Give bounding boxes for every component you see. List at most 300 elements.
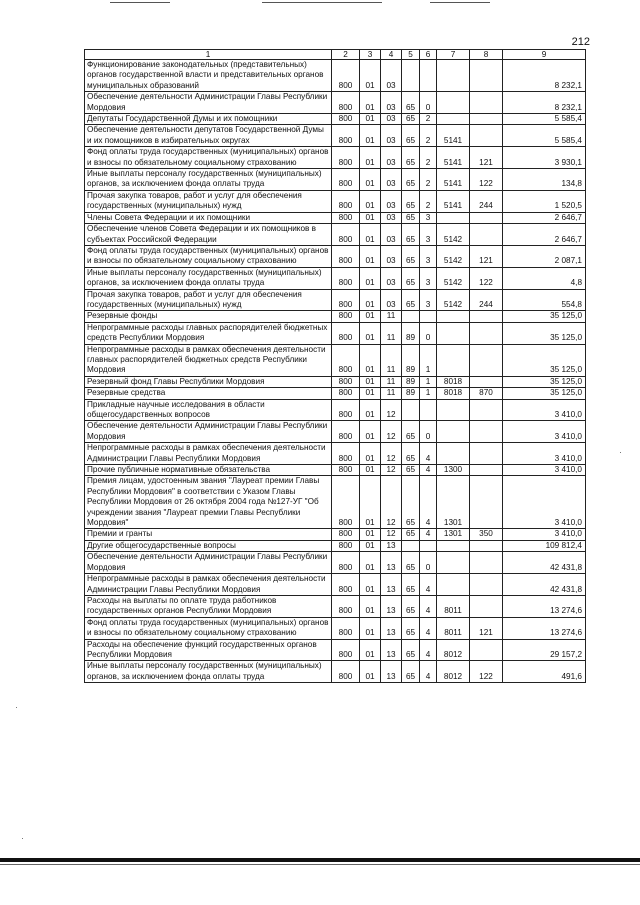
code-cell-c8 — [470, 399, 503, 421]
code-cell-c2: 800 — [332, 190, 360, 212]
code-cell-c5: 65 — [402, 92, 420, 114]
code-cell-c2: 800 — [332, 529, 360, 540]
code-cell-c7: 1301 — [437, 476, 470, 529]
expense-name: Фонд оплаты труда государственных (муниципальных) органов и взносы по обязательному социальному страхованию — [85, 147, 332, 169]
bottom-edge-rule — [0, 858, 640, 862]
expense-name: Прочие публичные нормативные обязательства — [85, 465, 332, 476]
code-cell-c2: 800 — [332, 421, 360, 443]
expense-name: Прочая закупка товаров, работ и услуг для обеспечения государственных (муниципальных) нужд — [85, 190, 332, 212]
code-cell-c3: 01 — [360, 224, 381, 246]
code-cell-c6: 2 — [420, 190, 437, 212]
code-cell-c5: 89 — [402, 376, 420, 387]
column-header: 4 — [381, 50, 402, 60]
code-cell-c2: 800 — [332, 60, 360, 92]
code-cell-c2: 800 — [332, 552, 360, 574]
code-cell-c8: 122 — [470, 267, 503, 289]
code-cell-c4: 11 — [381, 388, 402, 399]
top-edge-rule — [110, 2, 170, 3]
amount-cell: 3 410,0 — [503, 465, 586, 476]
scan-speck — [620, 452, 621, 453]
code-cell-c7: 1301 — [437, 529, 470, 540]
code-cell-c2: 800 — [332, 574, 360, 596]
code-cell-c3: 01 — [360, 311, 381, 322]
code-cell-c4: 13 — [381, 540, 402, 551]
code-cell-c4: 11 — [381, 311, 402, 322]
amount-cell: 42 431,8 — [503, 574, 586, 596]
table-row — [85, 60, 586, 92]
code-cell-c6: 2 — [420, 114, 437, 125]
code-cell-c2: 800 — [332, 147, 360, 169]
code-cell-c2: 800 — [332, 92, 360, 114]
column-header: 2 — [332, 50, 360, 60]
code-cell-c2: 800 — [332, 639, 360, 661]
code-cell-c4: 13 — [381, 661, 402, 683]
expense-name: Члены Совета Федерации и их помощники — [85, 212, 332, 223]
code-cell-c3: 01 — [360, 267, 381, 289]
code-cell-c3: 01 — [360, 190, 381, 212]
code-cell-c2: 800 — [332, 311, 360, 322]
code-cell-c5: 65 — [402, 661, 420, 683]
column-header: 9 — [503, 50, 586, 60]
code-cell-c4: 03 — [381, 212, 402, 223]
code-cell-c6: 2 — [420, 147, 437, 169]
code-cell-c3: 01 — [360, 92, 381, 114]
table-row — [85, 114, 586, 125]
code-cell-c5 — [402, 399, 420, 421]
amount-cell: 109 812,4 — [503, 540, 586, 551]
expense-name: Премия лицам, удостоенным звания "Лауреат премии Главы Республики Мордовия" в соответствии с Указом Главы Республики Мордовия от 26 октября 2004 года №127-УГ "Об учреждении звания "Лауреат премии Главы Республики Мордовия" — [85, 476, 332, 529]
code-cell-c8 — [470, 574, 503, 596]
code-cell-c5: 65 — [402, 212, 420, 223]
code-cell-c2: 800 — [332, 114, 360, 125]
amount-cell: 3 410,0 — [503, 529, 586, 540]
code-cell-c4: 13 — [381, 552, 402, 574]
expense-name: Обеспечение деятельности депутатов Государственной Думы и их помощников в избирательных округах — [85, 125, 332, 147]
code-cell-c3: 01 — [360, 125, 381, 147]
code-cell-c7: 5142 — [437, 289, 470, 311]
code-cell-c4: 11 — [381, 322, 402, 344]
code-cell-c8 — [470, 595, 503, 617]
code-cell-c6: 2 — [420, 169, 437, 191]
code-cell-c3: 01 — [360, 169, 381, 191]
expense-name: Иные выплаты персоналу государственных (муниципальных) органов, за исключением фонда оплаты труда — [85, 169, 332, 191]
code-cell-c5: 65 — [402, 169, 420, 191]
expense-name: Прочая закупка товаров, работ и услуг для обеспечения государственных (муниципальных) нужд — [85, 289, 332, 311]
code-cell-c5: 65 — [402, 595, 420, 617]
amount-cell: 491,6 — [503, 661, 586, 683]
expense-name: Непрограммные расходы в рамках обеспечения деятельности Администрации Главы Республики Мордовия — [85, 443, 332, 465]
column-header: 6 — [420, 50, 437, 60]
code-cell-c6 — [420, 60, 437, 92]
code-cell-c6: 4 — [420, 476, 437, 529]
top-edge-rule — [430, 2, 490, 3]
code-cell-c3: 01 — [360, 245, 381, 267]
expense-name: Иные выплаты персоналу государственных (муниципальных) органов, за исключением фонда оплаты труда — [85, 661, 332, 683]
top-edge-rule — [262, 2, 382, 3]
code-cell-c6 — [420, 311, 437, 322]
code-cell-c2: 800 — [332, 388, 360, 399]
code-cell-c3: 01 — [360, 289, 381, 311]
code-cell-c5: 65 — [402, 147, 420, 169]
code-cell-c4: 03 — [381, 125, 402, 147]
code-cell-c5: 65 — [402, 476, 420, 529]
expense-name: Резервные средства — [85, 388, 332, 399]
amount-cell: 1 520,5 — [503, 190, 586, 212]
code-cell-c7 — [437, 574, 470, 596]
code-cell-c3: 01 — [360, 617, 381, 639]
code-cell-c6: 4 — [420, 529, 437, 540]
code-cell-c6 — [420, 399, 437, 421]
table-row — [85, 92, 586, 114]
amount-cell: 8 232,1 — [503, 60, 586, 92]
code-cell-c2: 800 — [332, 399, 360, 421]
expense-name: Прикладные научные исследования в области общегосударственных вопросов — [85, 399, 332, 421]
code-cell-c4: 13 — [381, 574, 402, 596]
code-cell-c2: 800 — [332, 476, 360, 529]
table-row — [85, 639, 586, 661]
code-cell-c6: 4 — [420, 639, 437, 661]
code-cell-c3: 01 — [360, 552, 381, 574]
code-cell-c6: 3 — [420, 224, 437, 246]
code-cell-c7 — [437, 552, 470, 574]
code-cell-c4: 03 — [381, 245, 402, 267]
code-cell-c2: 800 — [332, 267, 360, 289]
code-cell-c8 — [470, 465, 503, 476]
code-cell-c7: 8012 — [437, 661, 470, 683]
code-cell-c3: 01 — [360, 399, 381, 421]
expense-name: Непрограммные расходы главных распорядителей бюджетных средств Республики Мордовия — [85, 322, 332, 344]
amount-cell: 3 410,0 — [503, 476, 586, 529]
table-row — [85, 661, 586, 683]
code-cell-c6: 4 — [420, 595, 437, 617]
code-cell-c5: 65 — [402, 421, 420, 443]
code-cell-c5: 65 — [402, 617, 420, 639]
table-row — [85, 540, 586, 551]
code-cell-c4: 03 — [381, 60, 402, 92]
code-cell-c7 — [437, 344, 470, 376]
code-cell-c2: 800 — [332, 289, 360, 311]
table-row — [85, 388, 586, 399]
code-cell-c6: 1 — [420, 376, 437, 387]
table-row — [85, 212, 586, 223]
code-cell-c6: 0 — [420, 92, 437, 114]
code-cell-c2: 800 — [332, 617, 360, 639]
expense-name: Резервные фонды — [85, 311, 332, 322]
code-cell-c6: 3 — [420, 267, 437, 289]
code-cell-c7 — [437, 311, 470, 322]
code-cell-c2: 800 — [332, 169, 360, 191]
expense-name: Иные выплаты персоналу государственных (муниципальных) органов, за исключением фонда оплаты труда — [85, 267, 332, 289]
code-cell-c7: 5141 — [437, 125, 470, 147]
amount-cell: 5 585,4 — [503, 125, 586, 147]
code-cell-c8 — [470, 639, 503, 661]
code-cell-c5 — [402, 311, 420, 322]
amount-cell: 42 431,8 — [503, 552, 586, 574]
code-cell-c7: 8018 — [437, 388, 470, 399]
column-header: 3 — [360, 50, 381, 60]
code-cell-c7 — [437, 443, 470, 465]
code-cell-c7 — [437, 540, 470, 551]
amount-cell: 35 125,0 — [503, 388, 586, 399]
scan-speck — [22, 838, 23, 839]
expense-name: Другие общегосударственные вопросы — [85, 540, 332, 551]
expense-name: Депутаты Государственной Думы и их помощники — [85, 114, 332, 125]
code-cell-c3: 01 — [360, 344, 381, 376]
table-row — [85, 344, 586, 376]
code-cell-c7: 1300 — [437, 465, 470, 476]
code-cell-c2: 800 — [332, 322, 360, 344]
code-cell-c6: 1 — [420, 344, 437, 376]
code-cell-c7 — [437, 92, 470, 114]
table-row — [85, 322, 586, 344]
expense-name: Функционирование законодательных (представительных) органов государственной власти и представительных органов муниципальных образований — [85, 60, 332, 92]
code-cell-c2: 800 — [332, 224, 360, 246]
code-cell-c3: 01 — [360, 114, 381, 125]
code-cell-c8 — [470, 125, 503, 147]
code-cell-c6: 4 — [420, 465, 437, 476]
table-row — [85, 595, 586, 617]
code-cell-c4: 12 — [381, 529, 402, 540]
code-cell-c3: 01 — [360, 574, 381, 596]
code-cell-c3: 01 — [360, 443, 381, 465]
code-cell-c4: 12 — [381, 399, 402, 421]
column-header: 1 — [85, 50, 332, 60]
code-cell-c3: 01 — [360, 529, 381, 540]
code-cell-c6: 4 — [420, 443, 437, 465]
code-cell-c8: 350 — [470, 529, 503, 540]
column-header: 5 — [402, 50, 420, 60]
code-cell-c7: 5142 — [437, 224, 470, 246]
code-cell-c3: 01 — [360, 421, 381, 443]
expense-name: Обеспечение деятельности Администрации Главы Республики Мордовия — [85, 552, 332, 574]
table-header-row — [85, 50, 586, 60]
code-cell-c8 — [470, 376, 503, 387]
code-cell-c3: 01 — [360, 212, 381, 223]
code-cell-c2: 800 — [332, 595, 360, 617]
code-cell-c3: 01 — [360, 661, 381, 683]
amount-cell: 5 585,4 — [503, 114, 586, 125]
code-cell-c6: 2 — [420, 125, 437, 147]
code-cell-c4: 13 — [381, 595, 402, 617]
code-cell-c8 — [470, 224, 503, 246]
expense-name: Обеспечение деятельности Администрации Главы Республики Мордовия — [85, 92, 332, 114]
code-cell-c5: 65 — [402, 574, 420, 596]
table-row — [85, 147, 586, 169]
code-cell-c8 — [470, 421, 503, 443]
amount-cell: 29 157,2 — [503, 639, 586, 661]
code-cell-c8: 122 — [470, 169, 503, 191]
amount-cell: 3 930,1 — [503, 147, 586, 169]
code-cell-c8 — [470, 212, 503, 223]
expense-name: Премии и гранты — [85, 529, 332, 540]
code-cell-c2: 800 — [332, 125, 360, 147]
code-cell-c6: 0 — [420, 421, 437, 443]
code-cell-c2: 800 — [332, 661, 360, 683]
amount-cell: 4,8 — [503, 267, 586, 289]
code-cell-c2: 800 — [332, 376, 360, 387]
code-cell-c4: 03 — [381, 267, 402, 289]
code-cell-c8 — [470, 540, 503, 551]
table-row — [85, 552, 586, 574]
code-cell-c7 — [437, 60, 470, 92]
code-cell-c3: 01 — [360, 595, 381, 617]
code-cell-c7: 5141 — [437, 169, 470, 191]
table-row — [85, 465, 586, 476]
amount-cell: 35 125,0 — [503, 376, 586, 387]
code-cell-c7 — [437, 114, 470, 125]
code-cell-c3: 01 — [360, 60, 381, 92]
code-cell-c3: 01 — [360, 388, 381, 399]
code-cell-c7: 5141 — [437, 147, 470, 169]
table-row — [85, 245, 586, 267]
amount-cell: 554,8 — [503, 289, 586, 311]
code-cell-c7: 8012 — [437, 639, 470, 661]
code-cell-c8: 870 — [470, 388, 503, 399]
code-cell-c6: 4 — [420, 574, 437, 596]
table-row — [85, 399, 586, 421]
column-header: 8 — [470, 50, 503, 60]
amount-cell: 134,8 — [503, 169, 586, 191]
code-cell-c5: 65 — [402, 267, 420, 289]
code-cell-c3: 01 — [360, 476, 381, 529]
column-header: 7 — [437, 50, 470, 60]
code-cell-c4: 03 — [381, 224, 402, 246]
code-cell-c8: 121 — [470, 147, 503, 169]
code-cell-c8 — [470, 552, 503, 574]
code-cell-c4: 12 — [381, 443, 402, 465]
amount-cell: 8 232,1 — [503, 92, 586, 114]
code-cell-c7 — [437, 421, 470, 443]
amount-cell: 2 646,7 — [503, 212, 586, 223]
table-row — [85, 421, 586, 443]
code-cell-c4: 03 — [381, 169, 402, 191]
code-cell-c2: 800 — [332, 465, 360, 476]
code-cell-c8: 244 — [470, 190, 503, 212]
code-cell-c8 — [470, 443, 503, 465]
expense-name: Обеспечение деятельности Администрации Главы Республики Мордовия — [85, 421, 332, 443]
code-cell-c2: 800 — [332, 212, 360, 223]
table-row — [85, 267, 586, 289]
code-cell-c5: 65 — [402, 125, 420, 147]
table-row — [85, 476, 586, 529]
code-cell-c4: 03 — [381, 289, 402, 311]
code-cell-c7: 8011 — [437, 617, 470, 639]
expense-name: Непрограммные расходы в рамках обеспечения деятельности Администрации Главы Республики Мордовия — [85, 574, 332, 596]
code-cell-c5: 65 — [402, 224, 420, 246]
code-cell-c4: 03 — [381, 190, 402, 212]
code-cell-c4: 03 — [381, 114, 402, 125]
code-cell-c8: 122 — [470, 661, 503, 683]
table-row — [85, 125, 586, 147]
code-cell-c6: 4 — [420, 661, 437, 683]
amount-cell: 35 125,0 — [503, 344, 586, 376]
code-cell-c8 — [470, 476, 503, 529]
code-cell-c3: 01 — [360, 540, 381, 551]
code-cell-c8 — [470, 322, 503, 344]
budget-table — [84, 49, 586, 683]
table-row — [85, 574, 586, 596]
amount-cell: 3 410,0 — [503, 421, 586, 443]
expense-name: Фонд оплаты труда государственных (муниципальных) органов и взносы по обязательному социальному страхованию — [85, 245, 332, 267]
bottom-edge-rule — [0, 864, 640, 865]
code-cell-c7: 8018 — [437, 376, 470, 387]
table-row — [85, 224, 586, 246]
code-cell-c4: 03 — [381, 147, 402, 169]
code-cell-c8 — [470, 344, 503, 376]
code-cell-c3: 01 — [360, 376, 381, 387]
table-body — [85, 60, 586, 683]
code-cell-c5: 65 — [402, 529, 420, 540]
code-cell-c7 — [437, 322, 470, 344]
code-cell-c4: 11 — [381, 344, 402, 376]
code-cell-c8: 121 — [470, 617, 503, 639]
code-cell-c4: 12 — [381, 476, 402, 529]
code-cell-c2: 800 — [332, 443, 360, 465]
amount-cell: 13 274,6 — [503, 595, 586, 617]
expense-name: Непрограммные расходы в рамках обеспечения деятельности главных распорядителей бюджетных средств Республики Мордовия — [85, 344, 332, 376]
table-row — [85, 529, 586, 540]
amount-cell: 3 410,0 — [503, 399, 586, 421]
code-cell-c3: 01 — [360, 147, 381, 169]
code-cell-c6: 0 — [420, 322, 437, 344]
code-cell-c6 — [420, 540, 437, 551]
amount-cell: 2 646,7 — [503, 224, 586, 246]
code-cell-c6: 3 — [420, 289, 437, 311]
code-cell-c5: 65 — [402, 190, 420, 212]
code-cell-c7: 5142 — [437, 267, 470, 289]
expense-name: Резервный фонд Главы Республики Мордовия — [85, 376, 332, 387]
code-cell-c8: 121 — [470, 245, 503, 267]
code-cell-c6: 3 — [420, 212, 437, 223]
code-cell-c8: 244 — [470, 289, 503, 311]
code-cell-c2: 800 — [332, 245, 360, 267]
code-cell-c3: 01 — [360, 322, 381, 344]
code-cell-c6: 0 — [420, 552, 437, 574]
code-cell-c2: 800 — [332, 344, 360, 376]
code-cell-c8 — [470, 92, 503, 114]
code-cell-c3: 01 — [360, 639, 381, 661]
code-cell-c5: 89 — [402, 322, 420, 344]
code-cell-c5: 65 — [402, 289, 420, 311]
code-cell-c7 — [437, 399, 470, 421]
code-cell-c8 — [470, 311, 503, 322]
code-cell-c7: 5141 — [437, 190, 470, 212]
amount-cell: 35 125,0 — [503, 322, 586, 344]
code-cell-c5: 89 — [402, 388, 420, 399]
code-cell-c5 — [402, 60, 420, 92]
code-cell-c4: 12 — [381, 421, 402, 443]
code-cell-c5: 65 — [402, 465, 420, 476]
code-cell-c3: 01 — [360, 465, 381, 476]
code-cell-c7 — [437, 212, 470, 223]
code-cell-c5 — [402, 540, 420, 551]
code-cell-c5: 65 — [402, 443, 420, 465]
table-row — [85, 169, 586, 191]
amount-cell: 3 410,0 — [503, 443, 586, 465]
expense-name: Расходы на выплаты по оплате труда работников государственных органов Республики Мордовия — [85, 595, 332, 617]
code-cell-c4: 12 — [381, 465, 402, 476]
code-cell-c2: 800 — [332, 540, 360, 551]
scan-speck — [16, 707, 17, 708]
code-cell-c7: 8011 — [437, 595, 470, 617]
code-cell-c5: 89 — [402, 344, 420, 376]
code-cell-c6: 1 — [420, 388, 437, 399]
amount-cell: 35 125,0 — [503, 311, 586, 322]
code-cell-c8 — [470, 114, 503, 125]
table-row — [85, 190, 586, 212]
table-row — [85, 289, 586, 311]
code-cell-c8 — [470, 60, 503, 92]
